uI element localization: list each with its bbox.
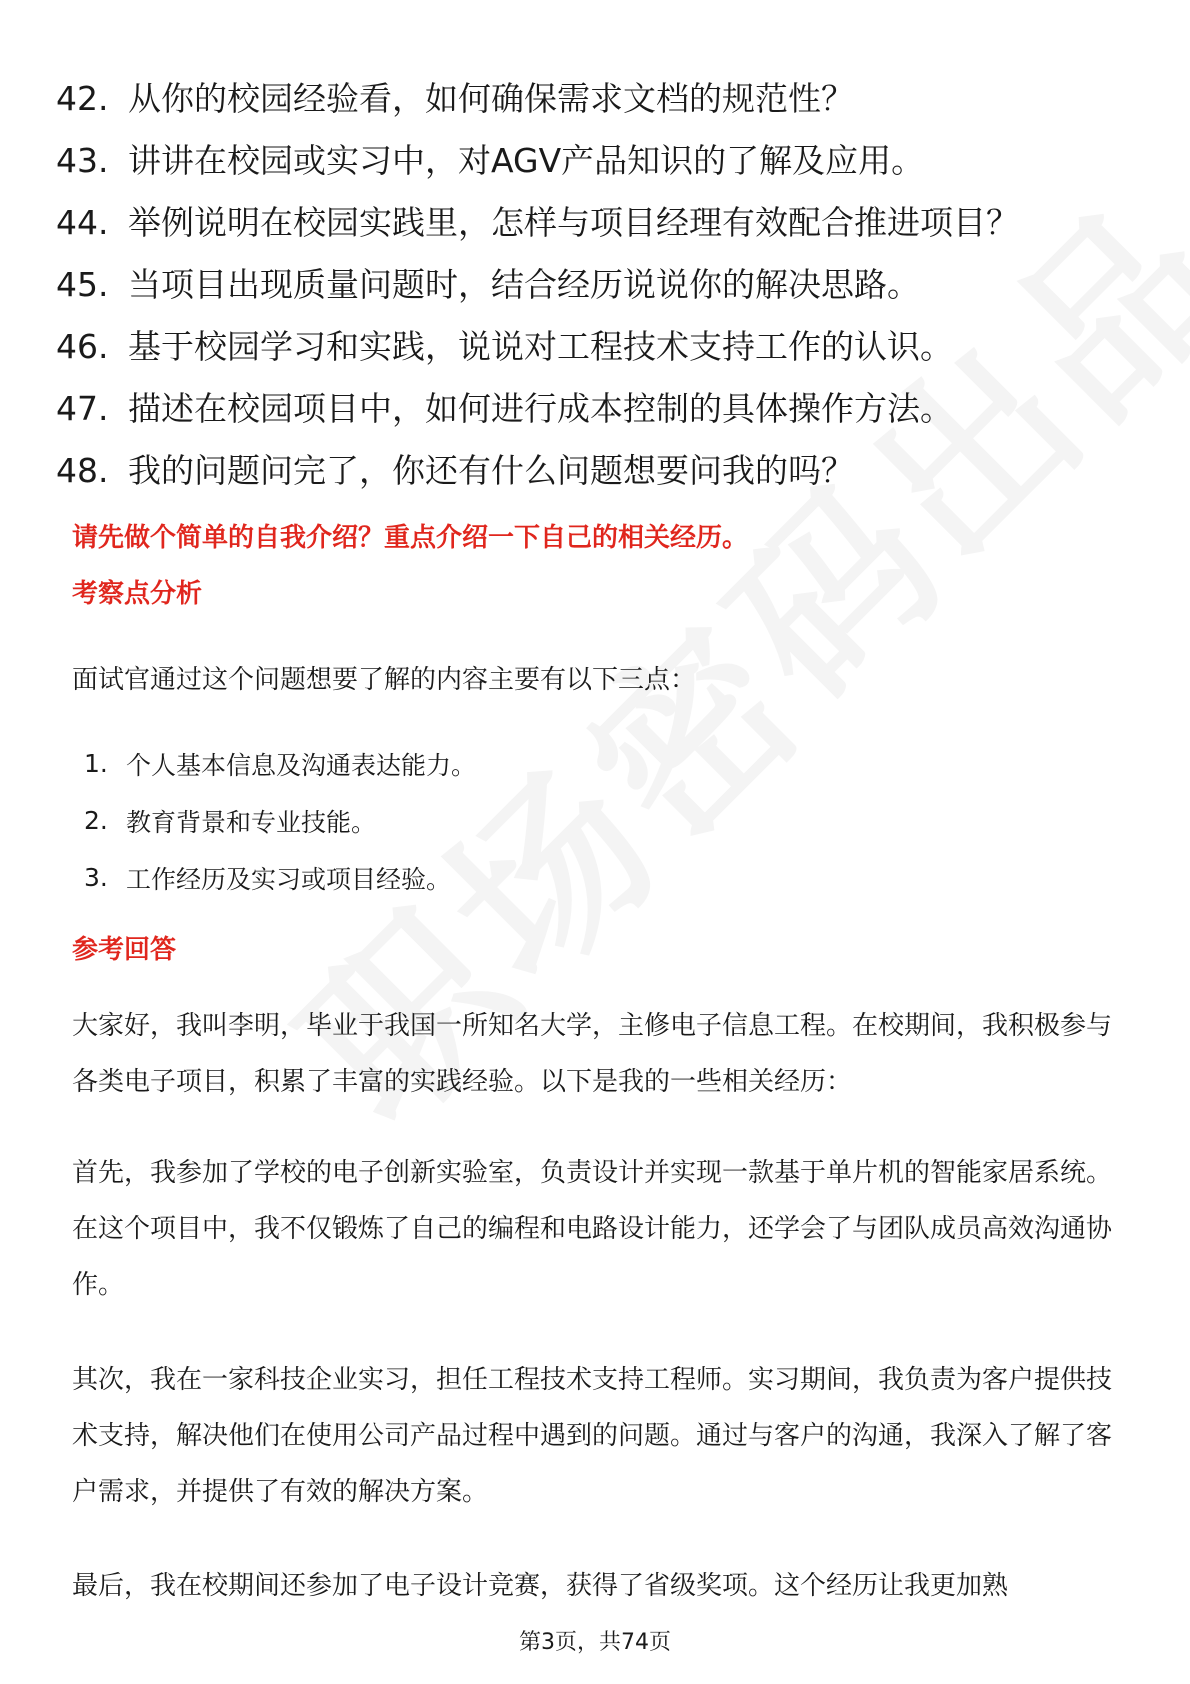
answer-paragraph: 大家好，我叫李明，毕业于我国一所知名大学，主修电子信息工程。在校期间，我积极参与各类电子项目，积累了丰富的实践经验。以下是我的一些相关经历： <box>72 1011 1113 1097</box>
point-number: 2. <box>84 806 108 835</box>
point-text: 工作经历及实习或项目经验。 <box>126 864 452 894</box>
answer-paragraph: 最后，我在校期间还参加了电子设计竞赛，获得了省级奖项。这个经历让我更加熟 <box>72 1571 1009 1601</box>
question-number: 48. <box>56 451 109 490</box>
question-list <box>56 68 1136 502</box>
point-text: 教育背景和专业技能。 <box>126 807 377 837</box>
analysis-heading: 考察点分析 <box>72 579 203 609</box>
page-footer: 第3页，共74页 <box>519 1630 671 1655</box>
question-item <box>56 254 1136 316</box>
question-text: 讲讲在校园或实习中，对AGV产品知识的了解及应用。 <box>128 141 925 180</box>
question-text: 从你的校园经验看，如何确保需求文档的规范性？ <box>128 79 854 118</box>
answer-paragraph: 首先，我参加了学校的电子创新实验室，负责设计并实现一款基于单片机的智能家居系统。在这个项目中，我不仅锻炼了自己的编程和电路设计能力，还学会了与团队成员高效沟通协作。 <box>72 1158 1113 1300</box>
question-number: 45. <box>56 265 109 304</box>
question-item <box>56 316 1136 378</box>
answer-paragraph: 其次，我在一家科技企业实习，担任工程技术支持工程师。实习期间，我负责为客户提供技术支持，解决他们在使用公司产品过程中遇到的问题。通过与客户的沟通，我深入了解了客户需求，并提供了有效的解决方案。 <box>72 1365 1113 1507</box>
question-item <box>56 192 1136 254</box>
question-text: 当项目出现质量问题时，结合经历说说你的解决思路。 <box>128 265 920 304</box>
point-number: 3. <box>84 863 108 892</box>
question-title: 请先做个简单的自我介绍？重点介绍一下自己的相关经历。 <box>72 523 749 553</box>
question-item <box>56 440 1136 502</box>
question-item <box>56 68 1136 130</box>
question-number: 44. <box>56 203 109 242</box>
question-item <box>56 130 1136 192</box>
question-item <box>56 378 1136 440</box>
question-text: 基于校园学习和实践，说说对工程技术支持工作的认识。 <box>128 327 953 366</box>
analysis-points <box>84 735 984 906</box>
question-text: 描述在校园项目中，如何进行成本控制的具体操作方法。 <box>128 389 953 428</box>
analysis-point <box>84 735 984 792</box>
question-text: 我的问题问完了，你还有什么问题想要问我的吗？ <box>128 451 854 490</box>
analysis-intro: 面试官通过这个问题想要了解的内容主要有以下三点： <box>72 665 697 695</box>
question-number: 42. <box>56 79 109 118</box>
answer-heading: 参考回答 <box>72 935 177 965</box>
question-text: 举例说明在校园实践里，怎样与项目经理有效配合推进项目？ <box>128 203 1019 242</box>
analysis-point <box>84 849 984 906</box>
point-number: 1. <box>84 749 108 778</box>
analysis-point <box>84 792 984 849</box>
question-number: 46. <box>56 327 109 366</box>
question-number: 47. <box>56 389 109 428</box>
point-text: 个人基本信息及沟通表达能力。 <box>126 750 477 780</box>
question-number: 43. <box>56 141 109 180</box>
